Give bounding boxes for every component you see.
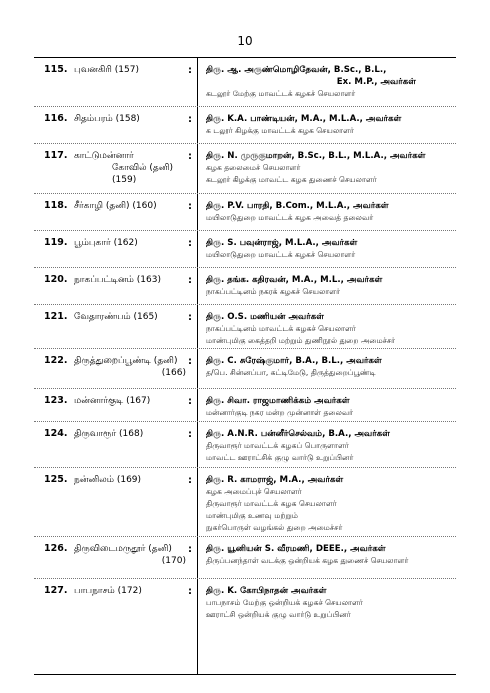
colon-separator: : bbox=[188, 356, 192, 367]
colon-separator: : bbox=[188, 312, 192, 323]
candidate-name: திரு. சிவா. ராஜமாணிக்கம் அவர்கள் bbox=[206, 396, 350, 406]
candidate-name: திரு. P.V. பாரதி, B.Com., M.L.A., அவர்கள் bbox=[206, 201, 389, 211]
constituency-name: மன்னார்குடி (167) bbox=[74, 396, 151, 406]
colon-separator: : bbox=[188, 65, 192, 76]
table-row bbox=[34, 468, 456, 537]
candidate-info bbox=[206, 543, 451, 567]
constituency-name: திருவாரூர் (168) bbox=[74, 429, 144, 439]
candidate-name: திரு. C. சுரேஷ்குமார், B.A., B.L., அவர்கள் bbox=[206, 356, 382, 366]
serial-number: 118. bbox=[44, 200, 68, 211]
page-number: 10 bbox=[237, 34, 253, 48]
candidate-designation: நாகப்பட்டினம் மாவட்டக் கழகச் செயலாளர் bbox=[206, 324, 356, 333]
constituency bbox=[74, 237, 194, 249]
constituency bbox=[74, 585, 194, 597]
serial-number: 124. bbox=[44, 428, 68, 439]
constituency bbox=[74, 543, 194, 567]
table-row bbox=[34, 58, 456, 107]
candidate-designation: நாகப்பட்டினம் நகரக் கழகச் செயலாளர் bbox=[206, 287, 341, 296]
colon-separator: : bbox=[188, 475, 192, 486]
serial-number: 117. bbox=[44, 150, 68, 161]
constituency bbox=[74, 200, 194, 212]
candidate-info bbox=[206, 200, 451, 224]
candidate-info bbox=[206, 428, 451, 464]
serial-number: 120. bbox=[44, 274, 68, 285]
colon-separator: : bbox=[188, 429, 192, 440]
candidate-designation: நுகர்பொருள் வழங்கல் துறை அமைச்சர் bbox=[206, 523, 343, 532]
candidate-designation: கழக அமைப்புச் செயலாளர் bbox=[206, 487, 302, 496]
constituency bbox=[74, 311, 194, 323]
constituency-name-cont: (170) bbox=[161, 556, 186, 566]
constituency-name: புவனகிரி (157) bbox=[74, 65, 139, 75]
serial-number: 126. bbox=[44, 543, 68, 554]
constituency bbox=[74, 395, 194, 407]
constituency-name: பூம்புகார் (162) bbox=[74, 238, 138, 248]
table-row bbox=[34, 268, 456, 305]
serial-number: 125. bbox=[44, 474, 68, 485]
table-row bbox=[34, 537, 456, 579]
constituency bbox=[74, 64, 194, 76]
constituency-name: சீர்காழி (தனி) (160) bbox=[74, 201, 157, 211]
candidate-name: திரு. N. முருகுமாறன், B.Sc., B.L., M.L.A., அவர்கள் bbox=[206, 151, 426, 161]
serial-number: 122. bbox=[44, 355, 68, 366]
candidate-designation: திருவாரூர் மாவட்டக் கழகப் பொருளாளர் bbox=[206, 441, 349, 450]
candidate-name: திரு. A.N.R. பன்னீர்செல்வம், B.A., அவர்கள் bbox=[206, 429, 391, 439]
constituency-name: நன்னிலம் (169) bbox=[74, 475, 142, 485]
serial-number: 116. bbox=[44, 113, 68, 124]
candidate-name-cont: Ex. M.P., அவர்கள் bbox=[336, 77, 416, 87]
candidate-designation: ஊராட்சி ஒன்றியக் குழு வார்டு உறுப்பினர் bbox=[206, 610, 351, 619]
serial-number: 115. bbox=[44, 64, 68, 75]
constituency bbox=[74, 274, 194, 286]
serial-number: 121. bbox=[44, 311, 68, 322]
candidate-info bbox=[206, 474, 451, 534]
candidate-designation: மாவட்ட ஊராட்சிக் குழு வார்டு உறுப்பினர் bbox=[206, 453, 354, 462]
serial-number: 127. bbox=[44, 585, 68, 596]
constituency-name: பாபநாசம் (172) bbox=[74, 586, 142, 596]
constituency-name: திருத்துறைப்பூண்டி (தனி) bbox=[74, 356, 178, 366]
candidate-name: திரு. யூனியன் S. வீரமணி, DEEE., அவர்கள் bbox=[206, 544, 386, 554]
colon-separator: : bbox=[188, 396, 192, 407]
candidate-designation: மயிலாடுதுறை மாவட்டக் கழகச் செயலாளர் bbox=[206, 250, 356, 259]
colon-separator: : bbox=[188, 275, 192, 286]
candidate-designation: திருப்பனந்தாள் வடக்கு ஒன்றியக் கழக துணைச் செயலாளர் bbox=[206, 556, 409, 565]
table-row bbox=[34, 231, 456, 268]
constituency bbox=[74, 428, 194, 440]
constituency bbox=[74, 355, 194, 379]
constituency-name: வேதாரண்யம் (165) bbox=[74, 312, 158, 322]
constituency-name: திருவிடைமருதூர் (தனி) bbox=[74, 544, 172, 554]
candidate-designation: கழக தலைமைச் செயலாளர் bbox=[206, 163, 301, 172]
constituency-name: நாகப்பட்டினம் (163) bbox=[74, 275, 161, 285]
candidate-info bbox=[206, 585, 451, 621]
candidate-name: திரு. O.S. மணியன் அவர்கள் bbox=[206, 312, 324, 322]
candidate-info bbox=[206, 274, 451, 298]
candidate-info bbox=[206, 355, 451, 379]
candidate-designation: மயிலாடுதுறை மாவட்டக் கழக அவைத் தலைவர் bbox=[206, 213, 374, 222]
candidate-designation: கடலூர் கிழக்கு மாவட்ட கழக துணைச் செயலாளர் bbox=[206, 175, 377, 184]
candidate-name: திரு. தங்க. கதிரவன், M.A., M.L., அவர்கள் bbox=[206, 275, 383, 285]
table-row bbox=[34, 579, 456, 642]
candidate-designation: கடலூர் மேற்கு மாவட்டக் கழகச் செயலாளர் bbox=[206, 89, 356, 98]
constituency bbox=[74, 150, 194, 186]
table-row bbox=[34, 305, 456, 349]
colon-separator: : bbox=[188, 114, 192, 125]
candidate-name: திரு. K.A. பாண்டியன், M.A., M.L.A., அவர்கள் bbox=[206, 114, 402, 124]
table-row bbox=[34, 389, 456, 422]
constituency-name: சிதம்பரம் (158) bbox=[74, 114, 140, 124]
constituency-name-cont: (166) bbox=[161, 368, 186, 378]
candidate-designation: மாண்புமிகு கைத்தறி மற்றும் துணிநூல் துறை அமைச்சர் bbox=[206, 336, 396, 345]
candidate-info bbox=[206, 113, 451, 137]
constituency bbox=[74, 474, 194, 486]
serial-number: 123. bbox=[44, 395, 68, 406]
colon-separator: : bbox=[188, 238, 192, 249]
candidate-name: திரு. R. காமராஜ், M.A., அவர்கள் bbox=[206, 475, 344, 485]
candidate-info bbox=[206, 311, 451, 347]
colon-separator: : bbox=[188, 544, 192, 555]
candidate-designation: பாபநாசம் மேற்கு ஒன்றியக் கழகச் செயலாளர் bbox=[206, 598, 363, 607]
candidate-designation: மாண்புமிகு உணவு மற்றும் bbox=[206, 511, 298, 520]
candidate-name: திரு. K. கோபிநாதன் அவர்கள் bbox=[206, 586, 327, 596]
candidate-info bbox=[206, 150, 451, 186]
candidate-table bbox=[34, 57, 456, 675]
candidate-name: திரு. ஆ. அருண்மொழிதேவன், B.Sc., B.L., bbox=[206, 65, 387, 75]
serial-number: 119. bbox=[44, 237, 68, 248]
colon-separator: : bbox=[188, 586, 192, 597]
candidate-designation: திருவாரூர் மாவட்டக் கழக செயலாளர் bbox=[206, 499, 337, 508]
colon-separator: : bbox=[188, 201, 192, 212]
candidate-name: திரு. S. பவுன்ராஜ், M.L.A., அவர்கள் bbox=[206, 238, 358, 248]
constituency-name: காட்டுமன்னார் bbox=[74, 151, 134, 161]
candidate-designation: க டலூர் கிழக்கு மாவட்டக் கழக செயலாளர் bbox=[206, 126, 354, 135]
table-row bbox=[34, 194, 456, 231]
table-row bbox=[34, 144, 456, 194]
candidate-info bbox=[206, 64, 451, 100]
table-row bbox=[34, 422, 456, 468]
table-row bbox=[34, 107, 456, 144]
candidate-info bbox=[206, 237, 451, 261]
candidate-info bbox=[206, 395, 451, 419]
candidate-designation: த/பெ. சின்னப்பா, கட்டிமேடு, திருத்துறைப்பூண்டி bbox=[206, 368, 376, 377]
colon-separator: : bbox=[188, 151, 192, 162]
constituency bbox=[74, 113, 194, 125]
table-row bbox=[34, 349, 456, 389]
candidate-designation: மன்னார்குடி நகர மன்ற முன்னாள் தலைவர் bbox=[206, 408, 354, 417]
constituency-name-cont: கோவில் (தனி) (159) bbox=[112, 163, 174, 185]
